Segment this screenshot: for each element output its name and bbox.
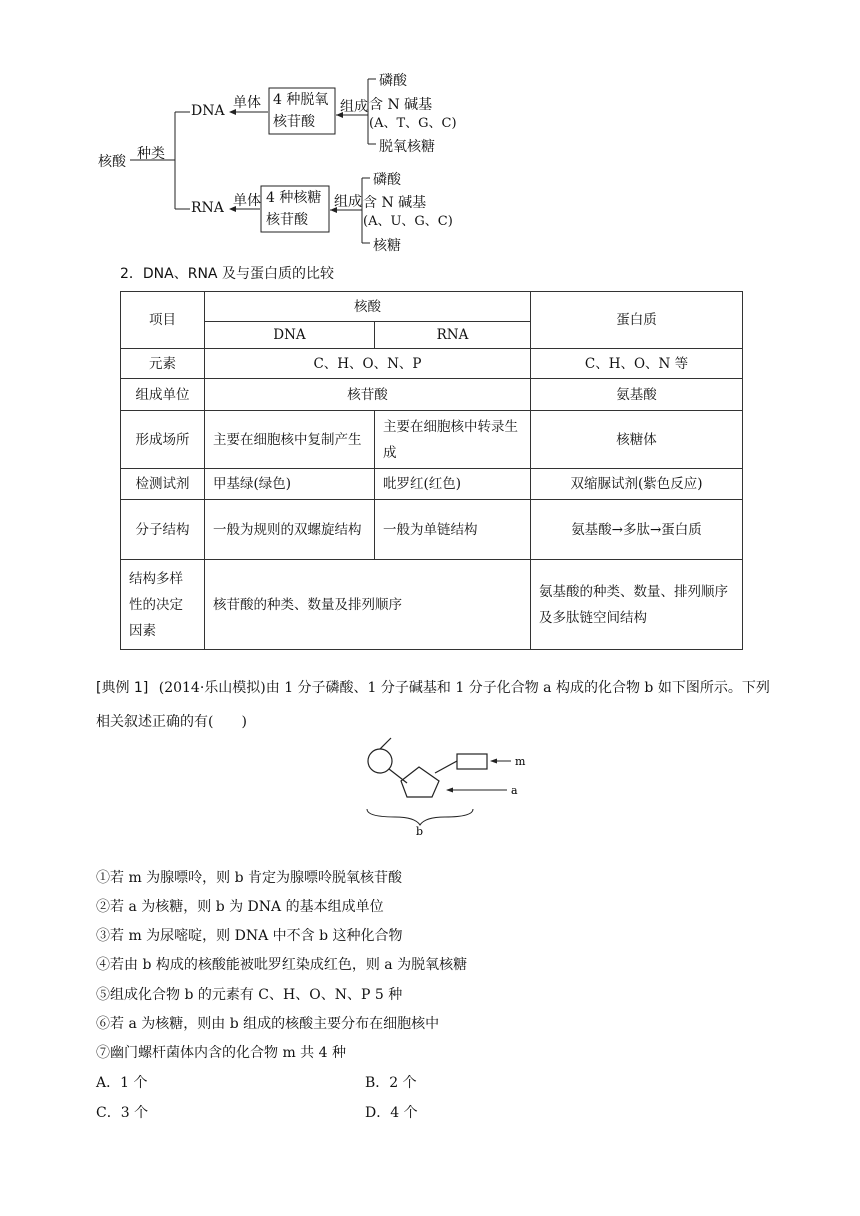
rna-box (266, 187, 321, 231)
cell-protein: 氨基酸的种类、数量、排列顺序及多肽链空间结构 (531, 560, 743, 650)
sugar-pentagon (401, 767, 439, 797)
statement-1: ①若 m 为腺嘌呤，则 b 肯定为腺嘌呤脱氧核苷酸 (96, 870, 403, 886)
rna-monomer-label: 单体 (233, 193, 261, 209)
rna-box-line1: 4 种核糖 (266, 190, 322, 206)
example-source: (2014·乐山模拟) (158, 680, 266, 696)
cell-nucleic: 核苷酸的种类、数量及排列顺序 (205, 560, 531, 650)
option-c[interactable]: C．3 个 (96, 1105, 149, 1121)
table-row (121, 379, 743, 411)
statement-5: ⑤组成化合物 b 的元素有 C、H、O、N、P 5 种 (96, 987, 403, 1003)
dna-box-line1: 4 种脱氧 (273, 92, 329, 108)
cell-protein: 氨基酸→多肽→蛋白质 (531, 500, 743, 560)
brace-b (367, 809, 473, 825)
rna-box-line2: 核苷酸 (266, 212, 308, 228)
cell-rna: 主要在细胞核中转录生成 (375, 411, 531, 469)
dna-box-line2: 核苷酸 (273, 114, 315, 130)
rna-part-sugar: 核糖 (373, 238, 401, 254)
rna-label: RNA (191, 200, 224, 216)
table-row (121, 411, 743, 469)
header-protein: 蛋白质 (531, 292, 743, 349)
nucleotide-figure (355, 735, 535, 837)
rna-compose-label: 组成 (334, 194, 362, 210)
statement-3: ③若 m 为尿嘧啶，则 DNA 中不含 b 这种化合物 (96, 928, 403, 944)
header-item: 项目 (121, 292, 205, 349)
dna-compose-label: 组成 (340, 99, 368, 115)
table-header-row (121, 292, 743, 322)
option-b[interactable]: B．2 个 (365, 1075, 417, 1091)
header-rna: RNA (375, 322, 531, 349)
table-row (121, 500, 743, 560)
table-row (121, 349, 743, 379)
cell-rna: 吡罗红(红色) (375, 469, 531, 500)
label-a: a (511, 784, 518, 797)
cell-protein: 氨基酸 (531, 379, 743, 411)
cell-dna: 甲基绿(绿色) (205, 469, 375, 500)
example-stem-line2: 相关叙述正确的有( ) (96, 714, 247, 730)
row-label: 检测试剂 (121, 469, 205, 500)
label-b: b (416, 825, 424, 837)
row-label: 结构多样性的决定因素 (121, 560, 205, 650)
rna-part-base-list: (A、U、G、C) (363, 214, 453, 229)
cell-nucleic: C、H、O、N、P (205, 349, 531, 379)
row-label: 形成场所 (121, 411, 205, 469)
dna-part-base: 含 N 碱基 (369, 97, 433, 113)
dna-part-sugar: 脱氧核糖 (379, 139, 435, 155)
example-tag: [典例 1] (96, 680, 149, 696)
header-dna: DNA (205, 322, 375, 349)
cell-nucleic: 核苷酸 (205, 379, 531, 411)
example-stem-line1 (96, 678, 770, 698)
header-nucleic: 核酸 (205, 292, 531, 322)
phosphate-circle (368, 749, 392, 773)
cell-protein: C、H、O、N 等 (531, 349, 743, 379)
cell-dna: 主要在细胞核中复制产生 (205, 411, 375, 469)
rna-part-base: 含 N 碱基 (363, 195, 427, 211)
table-row (121, 469, 743, 500)
cell-dna: 一般为规则的双螺旋结构 (205, 500, 375, 560)
cell-rna: 一般为单链结构 (375, 500, 531, 560)
statement-2: ②若 a 为核糖，则 b 为 DNA 的基本组成单位 (96, 899, 384, 915)
category-label: 种类 (137, 146, 165, 162)
root-label: 核酸 (98, 154, 126, 170)
row-label: 分子结构 (121, 500, 205, 560)
row-label: 组成单位 (121, 379, 205, 411)
label-m: m (515, 755, 526, 768)
example-stem-text: 由 1 分子磷酸、1 分子碱基和 1 分子化合物 a 构成的化合物 b 如下图所示。下列 (265, 680, 770, 696)
option-d[interactable]: D．4 个 (365, 1105, 418, 1121)
row-label: 元素 (121, 349, 205, 379)
dna-part-phosphate: 磷酸 (379, 73, 407, 89)
cell-protein: 核糖体 (531, 411, 743, 469)
dna-box (273, 89, 328, 133)
dna-monomer-label: 单体 (233, 95, 261, 111)
statement-6: ⑥若 a 为核糖，则由 b 组成的核酸主要分布在细胞核中 (96, 1016, 440, 1032)
statement-4: ④若由 b 构成的核酸能被吡罗红染成红色，则 a 为脱氧核糖 (96, 957, 468, 973)
comparison-table (120, 291, 743, 650)
cell-protein: 双缩脲试剂(紫色反应) (531, 469, 743, 500)
dna-label: DNA (191, 103, 225, 119)
statement-7: ⑦幽门螺杆菌体内含的化合物 m 共 4 种 (96, 1045, 346, 1061)
base-rect (457, 754, 487, 769)
option-a[interactable]: A．1 个 (96, 1075, 148, 1091)
dna-part-base-list: (A、T、G、C) (369, 116, 457, 131)
section2-title: 2．DNA、RNA 及与蛋白质的比较 (120, 266, 334, 282)
rna-part-phosphate: 磷酸 (373, 172, 401, 188)
table-row (121, 560, 743, 650)
